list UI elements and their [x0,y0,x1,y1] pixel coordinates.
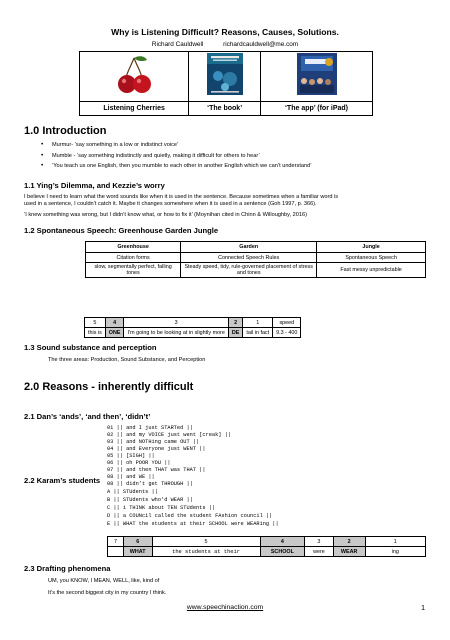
table-cell: SCHOOL [260,547,305,557]
book-cell [189,52,261,102]
table-cell: 1 [365,537,425,547]
table-cell: WHAT [123,547,152,557]
transcript-line: B || STUdents who'd WEAR || [107,497,193,503]
image-caption: Listening Cherries [80,102,189,116]
table-cell: Connected Speech Rules [181,253,317,263]
subsection-heading: 1.3 Sound substance and perception [24,343,157,352]
table-cell: 6 [123,537,152,547]
body-text: ‘I knew something was wrong, but I didn’t know what, or how to fix it’ (Moynihan cited in Chinn & Willoughby, 2016) [24,212,307,218]
body-text: The three areas: Production, Sound Substance, and Perception [48,357,206,363]
table-cell: speed [273,318,301,328]
transcript-line: D || a COUNcil called the student FAshion council || [107,513,273,519]
author-name: Richard Cauldwell [151,41,204,48]
subsection-heading: 2.1 Dan’s ‘ands’, ‘and then’, ‘didn’t’ [24,412,151,421]
table-cell: Steady speed, tidy, rule-governed placement of stress and tones [181,263,317,278]
transcript-line: 06 || oh POOR YOU || [107,460,171,466]
body-text: UM, you KNOW, I MEAN, WELL, like, kind of [48,578,160,584]
table-cell: 9.3 - 400 [273,328,301,338]
section-heading: 2.0 Reasons - inherently difficult [24,381,194,393]
section-heading: 1.0 Introduction [24,125,107,137]
greenhouse-garden-jungle-table [85,241,426,278]
subsection-heading: 1.2 Spontaneous Speech: Greenhouse Garden Jungle [24,226,219,235]
transcript-line: C || i THINK about TEN STUdents || [107,505,216,511]
table-cell: DE [228,328,243,338]
table-cell: 5 [85,318,106,328]
body-text: I believe I need to learn what the word sounds like when it is used in the sentence. Because sometimes when a familiar word is [24,194,339,200]
table-cell: 7 [108,537,124,547]
list-item: • ‘You teach us one English, then you mumble to each other in another English which we can’t understand’ [38,163,311,174]
table-cell: the students at their [152,547,260,557]
table-header: Greenhouse [86,242,181,253]
table-cell: slow, segmentally perfect, falling tones [86,263,181,278]
intro-bullet-list [38,142,311,174]
table-cell: 3 [305,537,334,547]
table-cell: ONE [105,328,124,338]
image-caption: ‘The book’ [189,102,261,116]
list-item: • Mumble - ‘say something indistinctly and quietly, making it difficult for others to hear’ [38,153,311,164]
table-header: Garden [181,242,317,253]
author-email[interactable]: richardcauldwell@me.com [223,41,299,48]
subsection-heading: 1.1 Ying’s Dilemma, and Kezzie’s worry [24,181,165,190]
app-cell [261,52,373,102]
table-cell: Spontaneous Speech [317,253,426,263]
table-cell: 2 [228,318,243,328]
subsection-heading: 2.3 Drafting phenomena [24,564,111,573]
table-cell: were [305,547,334,557]
body-text: It’s the second biggest city in my country I think. [48,590,167,596]
transcript-line: 02 || and my VOICE just went [creak] || [107,432,231,438]
cover-images-table [79,51,373,116]
subsection-heading: 2.2 Karam’s students [24,476,101,485]
cherries-icon [109,52,159,96]
page-number: 1 [421,603,426,612]
table-cell: 4 [105,318,124,328]
transcript-line: 05 || [SIGH] || [107,453,155,459]
table-cell: 2 [333,537,365,547]
transcript-line: A || STUdents || [107,489,158,495]
transcript-line: 03 || and NOTHing came OUT || [107,439,200,445]
table-cell: tail in fact [243,328,273,338]
speed-table [84,317,301,338]
transcript-line: 07 || and then THAT was THAT || [107,467,206,473]
book-cover-icon [205,52,245,96]
table-cell: this is [85,328,106,338]
image-caption: ‘The app’ (for iPad) [261,102,373,116]
table-header: Jungle [317,242,426,253]
table-cell: Fast messy unpredictable [317,263,426,278]
body-text: used in a sentence, I couldn’t catch it. Maybe it changes somewhere when it is used in a sentence (Goh 1997, p. 366). [24,201,317,207]
table-cell: I’m going to be looking at in slightly more [124,328,228,338]
table-cell: 4 [260,537,305,547]
transcript-line: E || WHAT the students at their SCHOOL were WEARing || [107,521,279,527]
app-cover-icon [295,52,339,96]
table-cell: 3 [124,318,228,328]
table-cell: WEAR [333,547,365,557]
transcript-line: 01 || and I just STARTed || [107,425,193,431]
table-cell: Citation forms [86,253,181,263]
document-title: Why is Listening Difficult? Reasons, Causes, Solutions. [111,27,339,37]
table-cell: 5 [152,537,260,547]
transcript-line: 08 || and WE || [107,474,155,480]
list-item: • Murmur- ‘say something in a low or indistinct voice’ [38,142,311,153]
table-cell: ing [365,547,425,557]
transcript-line: 08 || didn’t get THROUGH || [107,481,193,487]
footer-url[interactable]: www.speechinaction.com [186,604,264,611]
author-line [0,41,450,48]
karam-speed-table [107,536,426,557]
table-cell [108,547,124,557]
transcript-line: 04 || and Everyone just WENT || [107,446,206,452]
table-cell: 1 [243,318,273,328]
cherries-cell [80,52,189,102]
